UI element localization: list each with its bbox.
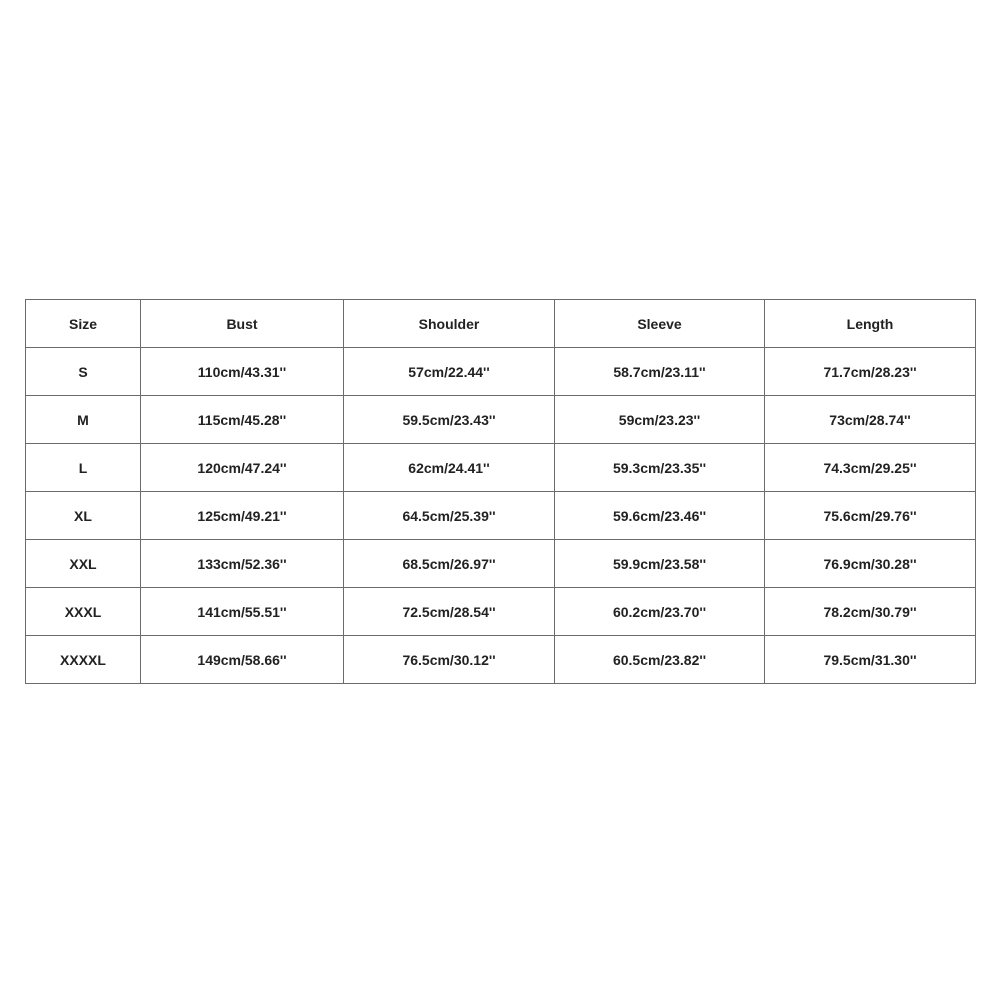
length-cell: 71.7cm/28.23'' <box>765 348 976 396</box>
size-cell: M <box>26 396 141 444</box>
size-chart-body <box>26 348 976 684</box>
sleeve-cell: 60.2cm/23.70'' <box>555 588 765 636</box>
header-cell-sleeve: Sleeve <box>555 300 765 348</box>
sleeve-cell: 59.6cm/23.46'' <box>555 492 765 540</box>
shoulder-cell: 59.5cm/23.43'' <box>344 396 555 444</box>
size-cell: XXXXL <box>26 636 141 684</box>
shoulder-cell: 57cm/22.44'' <box>344 348 555 396</box>
length-cell: 79.5cm/31.30'' <box>765 636 976 684</box>
shoulder-cell: 76.5cm/30.12'' <box>344 636 555 684</box>
sleeve-cell: 59.3cm/23.35'' <box>555 444 765 492</box>
shoulder-cell: 72.5cm/28.54'' <box>344 588 555 636</box>
sleeve-cell: 58.7cm/23.11'' <box>555 348 765 396</box>
length-cell: 76.9cm/30.28'' <box>765 540 976 588</box>
header-cell-size: Size <box>26 300 141 348</box>
table-row <box>26 492 976 540</box>
shoulder-cell: 64.5cm/25.39'' <box>344 492 555 540</box>
size-cell: S <box>26 348 141 396</box>
table-row <box>26 636 976 684</box>
table-row <box>26 540 976 588</box>
length-cell: 78.2cm/30.79'' <box>765 588 976 636</box>
bust-cell: 149cm/58.66'' <box>141 636 344 684</box>
sleeve-cell: 59.9cm/23.58'' <box>555 540 765 588</box>
sleeve-cell: 59cm/23.23'' <box>555 396 765 444</box>
size-chart-table <box>25 299 976 684</box>
bust-cell: 115cm/45.28'' <box>141 396 344 444</box>
length-cell: 73cm/28.74'' <box>765 396 976 444</box>
table-row <box>26 588 976 636</box>
header-cell-length: Length <box>765 300 976 348</box>
header-cell-bust: Bust <box>141 300 344 348</box>
length-cell: 75.6cm/29.76'' <box>765 492 976 540</box>
size-chart-header <box>26 300 976 348</box>
size-cell: XL <box>26 492 141 540</box>
shoulder-cell: 68.5cm/26.97'' <box>344 540 555 588</box>
bust-cell: 110cm/43.31'' <box>141 348 344 396</box>
header-cell-shoulder: Shoulder <box>344 300 555 348</box>
table-row <box>26 348 976 396</box>
sleeve-cell: 60.5cm/23.82'' <box>555 636 765 684</box>
size-cell: L <box>26 444 141 492</box>
table-row <box>26 444 976 492</box>
bust-cell: 141cm/55.51'' <box>141 588 344 636</box>
bust-cell: 125cm/49.21'' <box>141 492 344 540</box>
bust-cell: 120cm/47.24'' <box>141 444 344 492</box>
size-cell: XXL <box>26 540 141 588</box>
shoulder-cell: 62cm/24.41'' <box>344 444 555 492</box>
length-cell: 74.3cm/29.25'' <box>765 444 976 492</box>
bust-cell: 133cm/52.36'' <box>141 540 344 588</box>
table-row <box>26 396 976 444</box>
size-cell: XXXL <box>26 588 141 636</box>
header-row <box>26 300 976 348</box>
